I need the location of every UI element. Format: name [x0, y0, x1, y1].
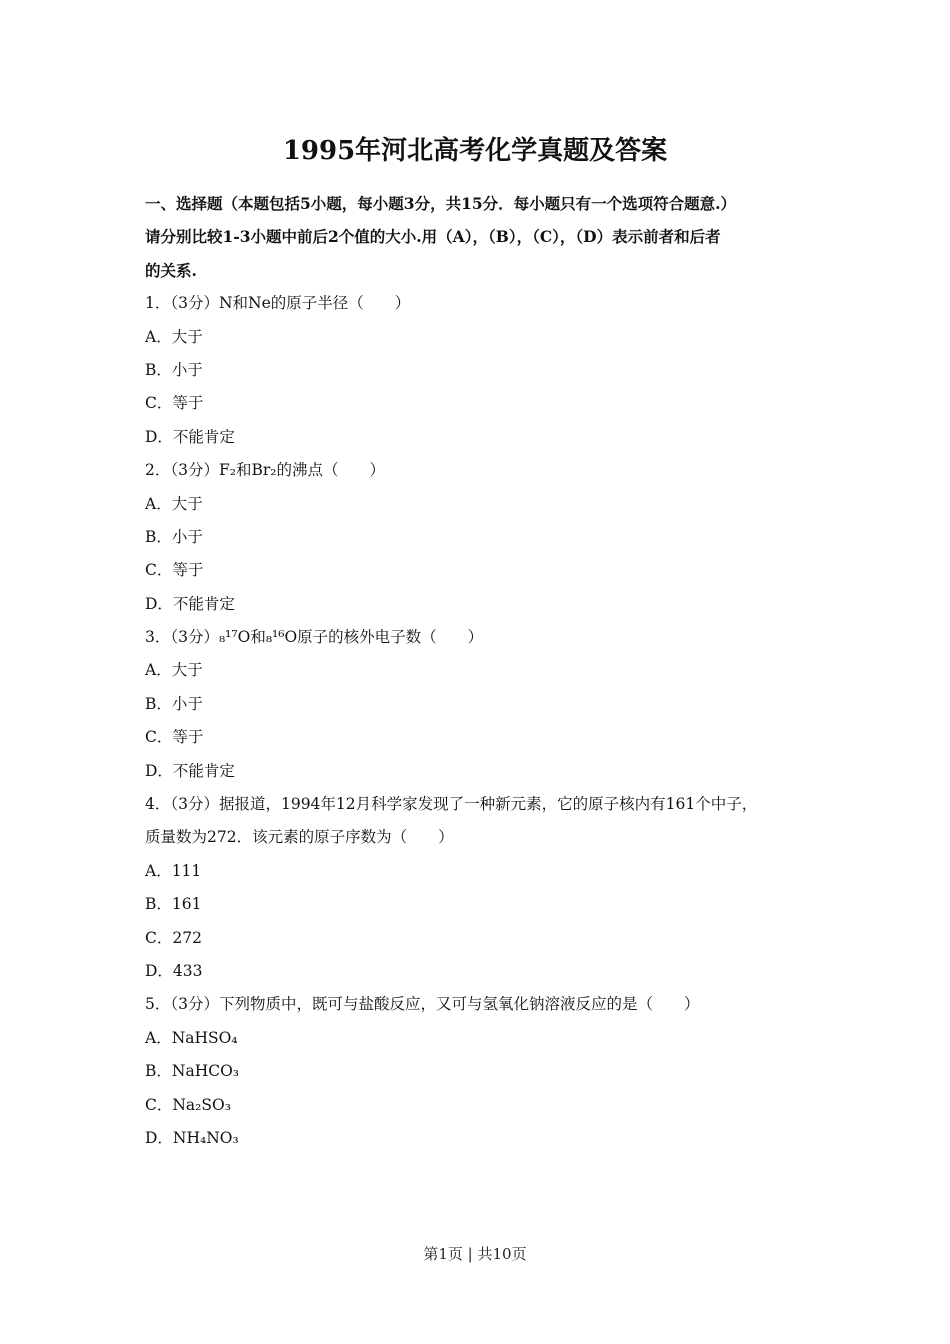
question-2: [145, 454, 810, 621]
question-stem-line-2: 质量数为272．该元素的原子序数为（ ）: [145, 828, 454, 847]
option-a: A．大于: [145, 661, 203, 680]
option-b: B．小于: [145, 360, 203, 379]
option-a: A．111: [145, 861, 202, 880]
option-b: B．小于: [145, 527, 203, 546]
page-footer: 第1页 | 共10页: [423, 1245, 527, 1263]
instruction-line-1: 请分别比较1-3小题中前后2个值的大小.用（A），（B），（C），（D）表示前者和后者: [145, 227, 721, 247]
question-5: [145, 988, 810, 1155]
document-body: [145, 187, 810, 1155]
question-stem-line-1: 4．（3分）据报道，1994年12月科学家发现了一种新元素，它的原子核内有161个中子，: [145, 795, 758, 814]
option-c: C．等于: [145, 561, 204, 580]
option-a: A．大于: [145, 327, 203, 346]
option-d: D．NH₄NO₃: [145, 1128, 239, 1147]
section-header: 一、选择题（本题包括5小题，每小题3分，共15分．每小题只有一个选项符合题意.）: [145, 194, 737, 213]
option-d: D．不能肯定: [145, 594, 235, 613]
question-1: [145, 287, 810, 454]
document-title: 1995年河北高考化学真题及答案: [282, 136, 668, 166]
option-a: A．大于: [145, 494, 203, 513]
question-stem: 3．（3分）₈¹⁷O和₈¹⁶O原子的核外电子数（ ）: [145, 628, 484, 647]
question-stem: 1．（3分）N和Ne的原子半径（ ）: [145, 294, 411, 313]
option-d: D．433: [145, 961, 203, 980]
option-c: C．等于: [145, 394, 204, 413]
instruction-line-2: 的关系.: [145, 260, 197, 280]
option-c: C．等于: [145, 728, 204, 747]
option-a: A．NaHSO₄: [145, 1028, 238, 1047]
option-b: B．161: [145, 895, 202, 914]
option-c: C．Na₂SO₃: [145, 1095, 231, 1114]
option-d: D．不能肯定: [145, 427, 235, 446]
question-stem: 5．（3分）下列物质中，既可与盐酸反应，又可与氢氧化钠溶液反应的是（ ）: [145, 995, 700, 1014]
question-4: [145, 788, 810, 988]
question-3: [145, 621, 810, 788]
option-b: B．小于: [145, 694, 203, 713]
question-stem: 2．（3分）F₂和Br₂的沸点（ ）: [145, 461, 385, 480]
option-c: C．272: [145, 928, 202, 947]
option-b: B．NaHCO₃: [145, 1062, 239, 1081]
option-d: D．不能肯定: [145, 761, 235, 780]
